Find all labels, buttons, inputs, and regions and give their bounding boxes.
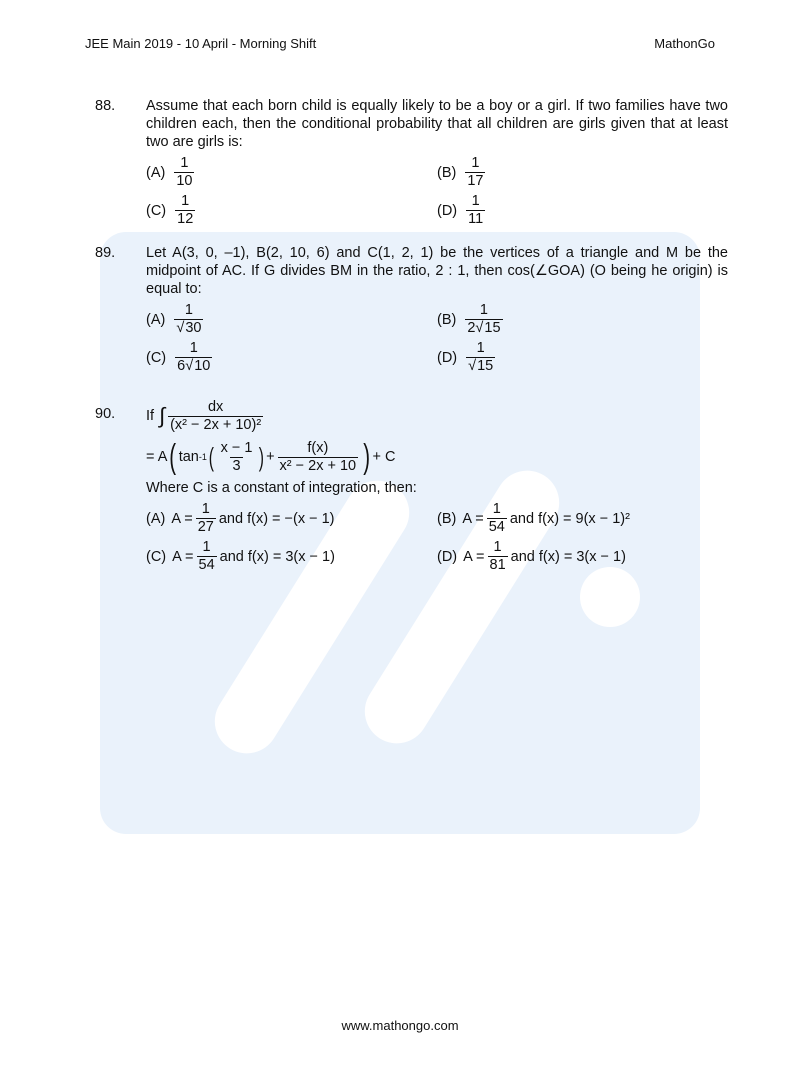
option-d[interactable] — [437, 539, 626, 574]
fraction — [168, 399, 263, 434]
fraction — [465, 302, 502, 337]
option-suffix: and f(x) = 9(x − 1)² — [509, 510, 630, 527]
question-88 — [95, 97, 728, 231]
numerator: 1 — [180, 155, 189, 171]
tan-superscript: -1 — [198, 452, 207, 462]
header-brand: MathonGo — [654, 36, 715, 51]
question-text: Where C is a constant of integration, then: — [146, 480, 417, 496]
denominator: √30 — [176, 320, 202, 336]
option-c[interactable] — [146, 340, 215, 375]
fraction — [465, 155, 485, 190]
tan-text: tan — [178, 449, 199, 465]
numerator: 1 — [476, 340, 485, 356]
radicand: 15 — [484, 320, 501, 336]
denominator: 2√15 — [467, 320, 501, 336]
numerator: 1 — [201, 501, 210, 517]
denominator: √15 — [468, 358, 494, 374]
question-number: 88. — [95, 98, 116, 114]
option-label: (B) — [437, 311, 457, 328]
option-label: (A) — [146, 510, 166, 527]
paren-close-icon: ) — [259, 442, 265, 472]
option-b[interactable] — [437, 155, 488, 190]
paren-open-icon: ( — [208, 442, 214, 472]
eq-prefix: = A — [146, 449, 168, 465]
option-label: (D) — [437, 548, 458, 565]
option-suffix: and f(x) = −(x − 1) — [218, 510, 335, 527]
if-text: If — [146, 408, 155, 424]
option-prefix: A = — [171, 510, 193, 527]
numerator: 1 — [492, 501, 501, 517]
coefficient: 2 — [467, 320, 476, 336]
option-label: (D) — [437, 202, 458, 219]
denominator: 6√10 — [177, 358, 211, 374]
integral-line — [146, 397, 728, 435]
option-label: (A) — [146, 311, 166, 328]
option-d[interactable] — [437, 340, 498, 375]
radicand: 10 — [194, 358, 211, 374]
option-a[interactable] — [146, 302, 206, 337]
fraction — [466, 193, 485, 228]
denominator: 81 — [489, 557, 506, 573]
denominator: 17 — [467, 173, 484, 189]
numerator: 1 — [471, 155, 480, 171]
option-suffix: and f(x) = 3(x − 1) — [510, 548, 626, 565]
option-label: (C) — [146, 202, 167, 219]
option-label: (B) — [437, 510, 457, 527]
question-89 — [95, 244, 728, 378]
footer-url[interactable]: www.mathongo.com — [341, 1018, 459, 1033]
options — [146, 151, 728, 231]
option-c[interactable] — [146, 539, 335, 574]
paren-open-icon: ( — [169, 438, 177, 476]
fraction — [175, 340, 212, 375]
numerator: x − 1 — [220, 439, 253, 456]
option-d[interactable] — [437, 193, 488, 228]
option-a[interactable] — [146, 155, 197, 190]
question-number: 90. — [95, 406, 116, 422]
integral-sign-icon: ∫ — [159, 403, 166, 428]
question-text: Let A(3, 0, –1), B(2, 10, 6) and C(1, 2, 1) be the vertices of a triangle and M be the midpoint of AC. If G divides BM in the ratio, 2 : 1, then cos(∠GOA) (O being he origin) is equal to: — [146, 245, 728, 297]
numerator: 1 — [471, 193, 480, 209]
numerator: 1 — [493, 539, 502, 555]
option-label: (C) — [146, 349, 167, 366]
question-number: 89. — [95, 245, 116, 261]
option-b[interactable] — [437, 501, 630, 536]
option-prefix: A = — [463, 548, 485, 565]
fraction — [196, 501, 216, 536]
options — [146, 497, 728, 577]
eq-suffix: + C — [372, 449, 396, 465]
option-prefix: A = — [172, 548, 194, 565]
denominator: 10 — [176, 173, 193, 189]
option-a[interactable] — [146, 501, 335, 536]
numerator: 1 — [479, 302, 488, 318]
fraction — [488, 539, 508, 574]
fraction — [487, 501, 507, 536]
denominator: 3 — [232, 457, 241, 474]
denominator: 12 — [177, 211, 194, 227]
numerator: 1 — [189, 340, 198, 356]
option-label: (A) — [146, 164, 166, 181]
denominator: (x² − 2x + 10)² — [170, 416, 262, 433]
fraction — [174, 302, 203, 337]
plus-sign: + — [266, 449, 275, 465]
option-label: (D) — [437, 349, 458, 366]
header-title: JEE Main 2019 - 10 April - Morning Shift — [85, 36, 317, 51]
question-90 — [95, 397, 728, 577]
numerator: 1 — [202, 539, 211, 555]
radicand: 15 — [477, 358, 494, 374]
options — [146, 298, 728, 378]
page-header — [85, 36, 715, 51]
coefficient: 6 — [177, 358, 186, 374]
paren-close-icon: ) — [363, 438, 371, 476]
fraction — [175, 193, 195, 228]
numerator: 1 — [184, 302, 193, 318]
denominator: 27 — [197, 519, 214, 535]
numerator: 1 — [181, 193, 190, 209]
denominator: x² − 2x + 10 — [279, 457, 357, 474]
option-suffix: and f(x) = 3(x − 1) — [219, 548, 335, 565]
denominator: 54 — [198, 557, 215, 573]
question-text: Assume that each born child is equally likely to be a boy or a girl. If two families have two children each, then the conditional probability that all children are girls given that at least two are girls is: — [146, 98, 728, 150]
fraction — [197, 539, 217, 574]
option-label: (B) — [437, 164, 457, 181]
denominator: 54 — [488, 519, 505, 535]
equation-line — [146, 435, 728, 479]
option-prefix: A = — [462, 510, 484, 527]
denominator: 11 — [468, 211, 484, 227]
numerator: f(x) — [307, 439, 329, 456]
fraction — [219, 440, 255, 475]
fraction — [278, 440, 359, 475]
option-b[interactable] — [437, 302, 506, 337]
fraction — [174, 155, 194, 190]
radicand: 30 — [185, 320, 202, 336]
option-label: (C) — [146, 548, 167, 565]
numerator: dx — [207, 398, 224, 415]
fraction — [466, 340, 495, 375]
option-c[interactable] — [146, 193, 198, 228]
